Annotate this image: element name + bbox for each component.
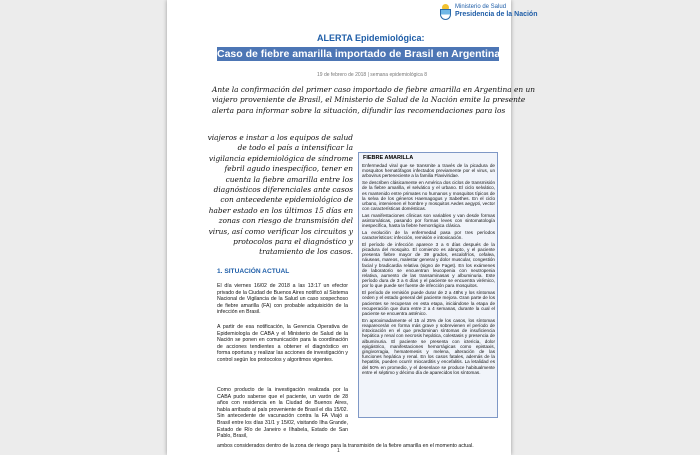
intro-line: vigilancia epidemiológica de síndrome <box>208 153 353 163</box>
argentina-coat-of-arms-icon <box>439 4 452 20</box>
section-paragraph: Como producto de la investigación realizada por la CABA pudo saberse que el paciente, un varón de 28 años con residencia en la Ciudad de Buenos Aires, había arribado al país proveniente de Brasil el día 15/02. Sin antecedente de vacunación contra la FA Viajó a Brasil entre los días 31/1 y 15/02, visitando Ilha Grande, Estado de Río de Janeiro e Ilhabela, Estado de San Pablo, Brasil, <box>217 387 348 440</box>
title-banner <box>217 47 499 61</box>
info-box-paragraph: La evolución de la enfermedad pasa por tres períodos característicos: infección, remisión e intoxicación. <box>362 229 495 241</box>
intro-line: haber estado en los últimos 15 días en <box>208 205 353 215</box>
intro-line: febril agudo inespecífico, tener en <box>224 164 353 174</box>
intro-line: viajeros e instar a los equipos de salud <box>207 133 353 142</box>
document-page <box>167 0 538 455</box>
intro-line: cuenta la fiebre amarilla entre los <box>225 174 353 184</box>
intro-line: zonas con riesgo de transmisión del <box>218 216 353 226</box>
section-heading: 1. SITUACIÓN ACTUAL <box>217 268 290 275</box>
intro-line: Ante la confirmación del primer caso importado de fiebre amarilla en Argentina en un <box>212 85 536 94</box>
document-title: Caso de fiebre amarilla importado de Brasil en Argentina <box>217 48 501 60</box>
intro-line: viajero proveniente de Brasil, el Ministerio de Salud de la Nación emite la presente <box>212 95 526 105</box>
intro-line: con antecedente epidemiológico de <box>220 195 353 205</box>
info-box-paragraph: Enfermedad viral que se transmite a través de la picadura de mosquitos hematófagos infectados previamente por el virus, un arbovirus perteneciente a la familia Flaviviridae. <box>362 163 495 179</box>
intro-line: diagnósticos diferenciales ante casos <box>213 185 353 195</box>
info-box-paragraph: El período de remisión puede durar de 2 a 48hs y los síntomas ceden y el estado general del paciente mejora. Gran parte de los pacientes se recuperan en esta etapa, iniciándose la etapa de recuperación que dura entre 2 a 4 semanas, durante la cual el paciente se encuentra asténico. <box>362 290 495 316</box>
presidency-name: Presidencia de la Nación <box>455 11 538 18</box>
section-paragraph: El día viernes 16/02 de 2018 a las 13:17 un efector privado de la Ciudad de Buenos Aires notificó al Sistema Nacional de Vigilancia de la Salud un caso sospechoso de fiebre amarilla (FA) con probable adquisición de la infección en Brasil. <box>217 283 348 316</box>
info-box-paragraph: En aproximadamente el 15 al 25% de los casos, los síntomas reaparecerán en forma más grave y sobrevienen el período de intoxicación en el que predominan síntomas de insuficiencia hepática y renal con necrosis hepática, colestasis y presencia de albuminuria. El paciente se presenta con ictericia, dolor epigástrico, manifestaciones hemorrágicas como epistaxis, gingivorragia, hematemesis y melena, alteración de las funciones hepática y renal. En los casos fatales, además de la hepatitis, pueden ocurrir miocarditis y encefalitis. La letalidad es del 50% en promedio, y el desenlace se produce habitualmente entre el séptimo y décimo día de aparecidos los síntomas. <box>362 317 495 375</box>
info-box-paragraph: Las manifestaciones clínicas son variables y van desde formas asintomáticas, pasando por formas leves con sintomatología inespecífica, hasta la fiebre hemorrágica clásica. <box>362 212 495 229</box>
info-box-title: FIEBRE AMARILLA <box>363 155 414 161</box>
intro-line: alerta para informar sobre la situación, difundir las recomendaciones para los <box>212 105 506 115</box>
intro-line: tratamiento de los casos. <box>259 247 353 257</box>
section-paragraph-tail: ambos considerados dentro de la zona de riesgo para la transmisión de la fiebre amarilla en el momento actual. <box>217 443 474 449</box>
intro-paragraph-top <box>212 85 536 116</box>
info-box-paragraph: El período de infección aparece 3 a 6 días después de la picadura del mosquito. El comienzo es abrupto, y el paciente presenta fiebre mayor de 39 grados, escalofríos, cefalea, náuseas, mareos, malestar general y dolor muscular, congestión facial y bradicardia relativa (signo de Faget). En los exámenes de laboratorio se encuentran leucopenia con neutropenia relativa, aumento de las transaminasas y albuminuria. Este período dura de 3 a 6 días y el paciente se encuentra virémico, por lo que puede ser fuente de infección para mosquitos. <box>362 241 495 289</box>
intro-line: de todo el país a intensificar la <box>237 143 353 153</box>
info-box-body <box>362 163 495 376</box>
intro-paragraph-left <box>207 133 353 258</box>
section-paragraph: A partir de esa notificación, la Gerencia Operativa de Epidemiología de CABA y el Ministerio de Salud de la Nación se ponen en comunicación para la coordinación de acciones tendientes a obtener el diagnóstico en forma oportuna y realizar las acciones de investigación y control según los protocolos y algoritmos vigentes. <box>217 324 348 363</box>
ministry-name: Ministerio de Salud <box>455 4 507 10</box>
page-number: 1 <box>337 448 340 454</box>
intro-line: protocolos para el diagnóstico y <box>233 237 353 247</box>
alert-title: ALERTA Epidemiológica: <box>317 33 425 43</box>
info-box-paragraph: Se describen clásicamente en América dos ciclos de transmisión de la fiebre amarilla, el selvático y el urbano. El ciclo selvático, es mantenido entre primates no humanos y mosquitos típicos de la selva de los géneros Haemagogus y Sabethes. En el ciclo urbano, intervienen el hombre y mosquitos Aedes aegypti, vector con características domésticas. <box>362 180 495 212</box>
date-line: 19 de febrero de 2018 | semana epidemiológica 8 <box>317 72 427 78</box>
yellow-fever-info-box <box>358 152 498 418</box>
intro-line: virus, así como verificar los circuitos y <box>208 226 353 236</box>
